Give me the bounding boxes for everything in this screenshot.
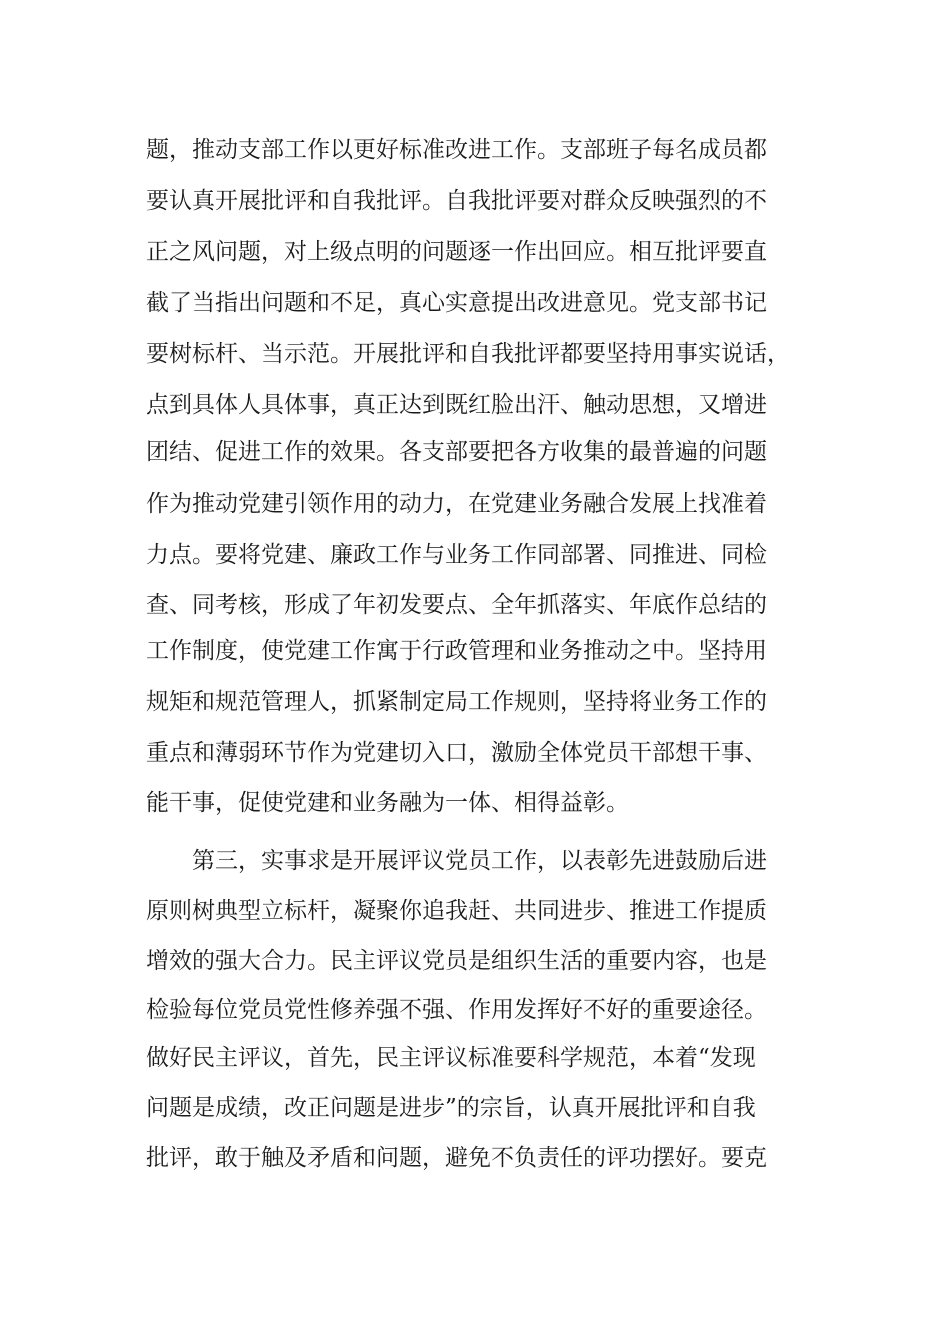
text-line: 工作制度，使党建工作寓于行政管理和业务推动之中。坚持用 bbox=[146, 638, 767, 664]
text-line: 题，推动支部工作以更好标准改进工作。支部班子每名成员都 bbox=[146, 137, 767, 163]
text-line: 做好民主评议，首先，民主评议标准要科学规范，本着“发现 bbox=[146, 1045, 756, 1071]
text-line: 检验每位党员党性修养强不强、作用发挥好不好的重要途径。 bbox=[146, 997, 767, 1023]
text-line: 要树标杆、当示范。开展批评和自我批评都要坚持用事实说话， bbox=[146, 341, 790, 367]
text-line: 批评，敢于触及矛盾和问题，避免不负责任的评功摆好。要克 bbox=[146, 1145, 767, 1171]
text-line: 原则树典型立标杆，凝聚你追我赶、共同进步、推进工作提质 bbox=[146, 898, 767, 924]
text-line: 截了当指出问题和不足，真心实意提出改进意见。党支部书记 bbox=[146, 290, 767, 316]
text-line: 第三，实事求是开展评议党员工作，以表彰先进鼓励后进 bbox=[192, 848, 767, 874]
text-line: 正之风问题，对上级点明的问题逐一作出回应。相互批评要直 bbox=[146, 239, 767, 265]
text-line: 点到具体人具体事，真正达到既红脸出汗、触动思想，又增进 bbox=[146, 392, 767, 418]
text-line: 要认真开展批评和自我批评。自我批评要对群众反映强烈的不 bbox=[146, 188, 767, 214]
text-line: 作为推动党建引领作用的动力，在党建业务融合发展上找准着 bbox=[146, 491, 767, 517]
text-line: 查、同考核，形成了年初发要点、全年抓落实、年底作总结的 bbox=[146, 592, 767, 618]
text-line: 团结、促进工作的效果。各支部要把各方收集的最普遍的问题 bbox=[146, 439, 767, 465]
text-line: 力点。要将党建、廉政工作与业务工作同部署、同推进、同检 bbox=[146, 542, 767, 568]
text-line: 问题是成绩，改正问题是进步”的宗旨，认真开展批评和自我 bbox=[146, 1095, 756, 1121]
text-line: 规矩和规范管理人，抓紧制定局工作规则，坚持将业务工作的 bbox=[146, 689, 767, 715]
text-line: 增效的强大合力。民主评议党员是组织生活的重要内容，也是 bbox=[146, 948, 767, 974]
text-line: 重点和薄弱环节作为党建切入口，激励全体党员干部想干事、 bbox=[146, 740, 767, 766]
text-line: 能干事，促使党建和业务融为一体、相得益彰。 bbox=[146, 790, 629, 816]
